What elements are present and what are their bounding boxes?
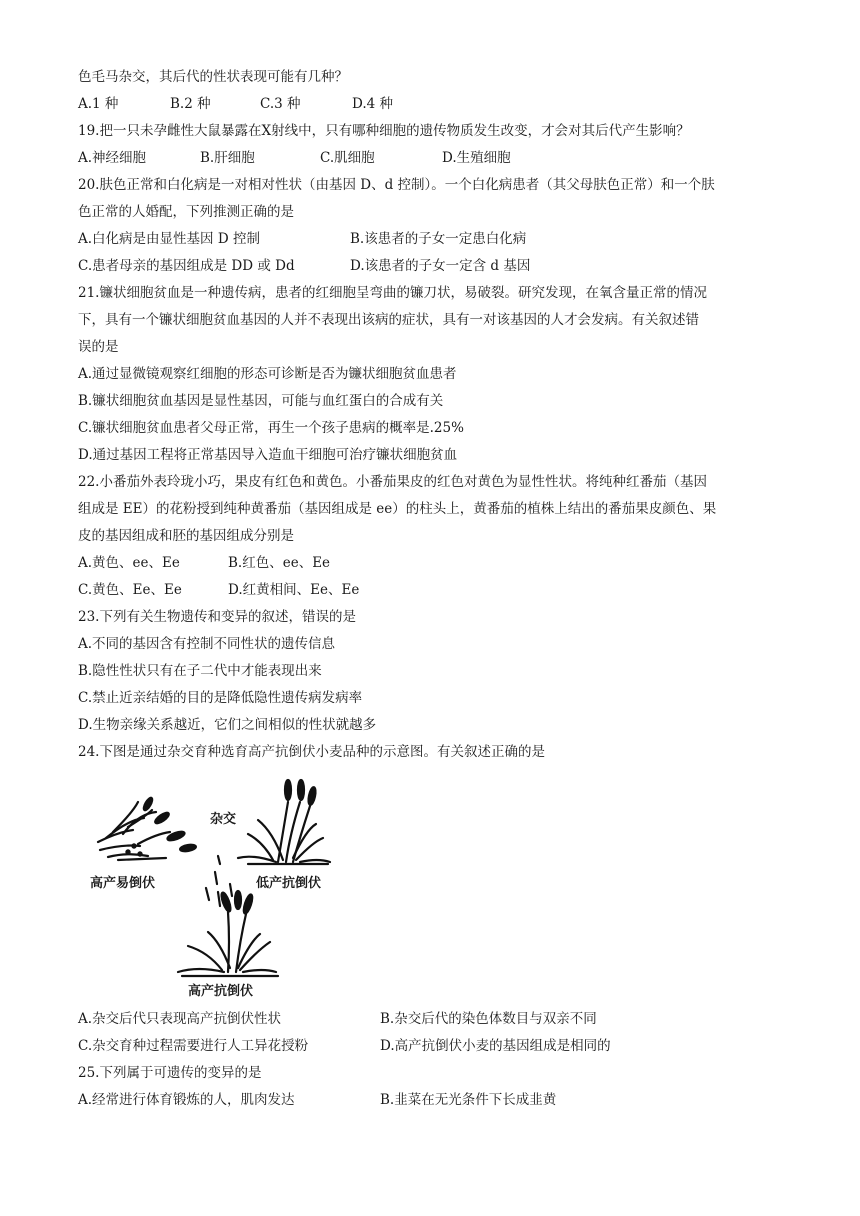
q18-option-c: C.3 种 bbox=[260, 96, 301, 112]
q24-option-c: C.杂交育种过程需要进行人工异花授粉 bbox=[78, 1038, 309, 1054]
q19-stem: 19.把一只未孕雌性大鼠暴露在X射线中，只有哪种细胞的遗传物质发生改变，才会对其后代产生影响？ bbox=[78, 123, 690, 139]
q21-stem-line3: 误的是 bbox=[78, 339, 119, 355]
q21-stem-line2: 下，具有一个镰状细胞贫血基因的人并不表现出该病的症状，具有一对该基因的人才会发病。有关叙述错 bbox=[78, 312, 699, 328]
q24-stem: 24.下图是通过杂交育种选育高产抗倒伏小麦品种的示意图。有关叙述正确的是 bbox=[78, 744, 545, 760]
q19-option-b: B.肝细胞 bbox=[200, 150, 255, 166]
q20-option-d: D.该患者的子女一定含 d 基因 bbox=[350, 258, 531, 274]
q19-options bbox=[78, 145, 798, 172]
q21-stem-line1: 21.镰状细胞贫血是一种遗传病，患者的红细胞呈弯曲的镰刀状，易破裂。研究发现，在氧含量正常的情况 bbox=[78, 285, 707, 301]
q19-option-a: A.神经细胞 bbox=[78, 150, 147, 166]
q23-stem: 23.下列有关生物遗传和变异的叙述，错误的是 bbox=[78, 609, 356, 625]
q20-stem-line2: 色正常的人婚配，下列推测正确的是 bbox=[78, 204, 294, 220]
q18-option-b: B.2 种 bbox=[170, 96, 211, 112]
q24-option-b: B.杂交后代的染色体数目与双亲不同 bbox=[380, 1011, 597, 1027]
q19-option-d: D.生殖细胞 bbox=[442, 150, 511, 166]
q22-option-c: C.黄色、Ee、Ee bbox=[78, 582, 182, 598]
q25-options-row1 bbox=[78, 1087, 798, 1114]
q24-options-row1 bbox=[78, 1006, 798, 1033]
q19-option-c: C.肌细胞 bbox=[320, 150, 375, 166]
parent2-label: 低产抗倒伏 bbox=[256, 876, 322, 891]
q22-options-row1 bbox=[78, 550, 798, 577]
q23-option-b: B.隐性性状只有在子二代中才能表现出来 bbox=[78, 663, 322, 679]
q20-stem-line1: 20.肤色正常和白化病是一对相对性状（由基因 D、d 控制）。一个白化病患者（其父母肤色正常）和一个肤 bbox=[78, 177, 715, 193]
q22-option-d: D.红黄相间、Ee、Ee bbox=[228, 582, 360, 598]
q25-stem: 25.下列属于可遗传的变异的是 bbox=[78, 1065, 262, 1081]
q22-option-b: B.红色、ee、Ee bbox=[228, 555, 331, 571]
exam-page bbox=[78, 64, 798, 1114]
q23-option-a: A.不同的基因含有控制不同性状的遗传信息 bbox=[78, 636, 336, 652]
q21-option-a: A.通过显微镜观察红细胞的形态可诊断是否为镰状细胞贫血患者 bbox=[78, 366, 457, 382]
q24-option-d: D.高产抗倒伏小麦的基因组成是相同的 bbox=[380, 1038, 611, 1054]
offspring-label: 高产抗倒伏 bbox=[188, 984, 254, 999]
offspring-wheat-drawing bbox=[178, 891, 278, 976]
q25-option-a: A.经常进行体育锻炼的人，肌肉发达 bbox=[78, 1092, 295, 1108]
q20-option-b: B.该患者的子女一定患白化病 bbox=[350, 231, 527, 247]
q21-option-d: D.通过基因工程将正常基因导入造血干细胞可治疗镰状细胞贫血 bbox=[78, 447, 458, 463]
wheat-cross-figure bbox=[78, 772, 408, 1002]
q20-options-row2 bbox=[78, 253, 798, 280]
q18-option-a: A.1 种 bbox=[78, 96, 119, 112]
q22-stem-line1: 22.小番茄外表玲珑小巧，果皮有红色和黄色。小番茄果皮的红色对黄色为显性性状。将纯种红番茄（基因 bbox=[78, 474, 707, 490]
q22-stem-line3: 皮的基因组成和胚的基因组成分别是 bbox=[78, 528, 294, 544]
q21-option-b: B.镰状细胞贫血基因是显性基因，可能与血红蛋白的合成有关 bbox=[78, 393, 444, 409]
q18-stem-tail: 色毛马杂交，其后代的性状表现可能有几种？ bbox=[78, 69, 348, 85]
q22-stem-line2: 组成是 EE）的花粉授到纯种黄番茄（基因组成是 ee）的柱头上，黄番茄的植株上结出的番茄果皮颜色、果 bbox=[78, 501, 717, 517]
q20-options-row1 bbox=[78, 226, 798, 253]
q23-option-c: C.禁止近亲结婚的目的是降低隐性遗传病发病率 bbox=[78, 690, 363, 706]
q22-option-a: A.黄色、ee、Ee bbox=[78, 555, 180, 571]
q20-option-c: C.患者母亲的基因组成是 DD 或 Dd bbox=[78, 258, 295, 274]
q20-option-a: A.白化病是由显性基因 D 控制 bbox=[78, 231, 260, 247]
cross-label: 杂交 bbox=[210, 812, 237, 827]
q18-options bbox=[78, 91, 798, 118]
parent1-wheat-drawing bbox=[98, 797, 196, 860]
q23-option-d: D.生物亲缘关系越近，它们之间相似的性状就越多 bbox=[78, 717, 377, 733]
q22-options-row2 bbox=[78, 577, 798, 604]
q25-option-b: B.韭菜在无光条件下长成韭黄 bbox=[380, 1092, 557, 1108]
parent1-label: 高产易倒伏 bbox=[90, 876, 156, 891]
q24-option-a: A.杂交后代只表现高产抗倒伏性状 bbox=[78, 1011, 282, 1027]
q24-options-row2 bbox=[78, 1033, 798, 1060]
q21-option-c: C.镰状细胞贫血患者父母正常，再生一个孩子患病的概率是.25% bbox=[78, 420, 464, 436]
q18-option-d: D.4 种 bbox=[352, 96, 394, 112]
parent2-wheat-drawing bbox=[238, 780, 330, 864]
